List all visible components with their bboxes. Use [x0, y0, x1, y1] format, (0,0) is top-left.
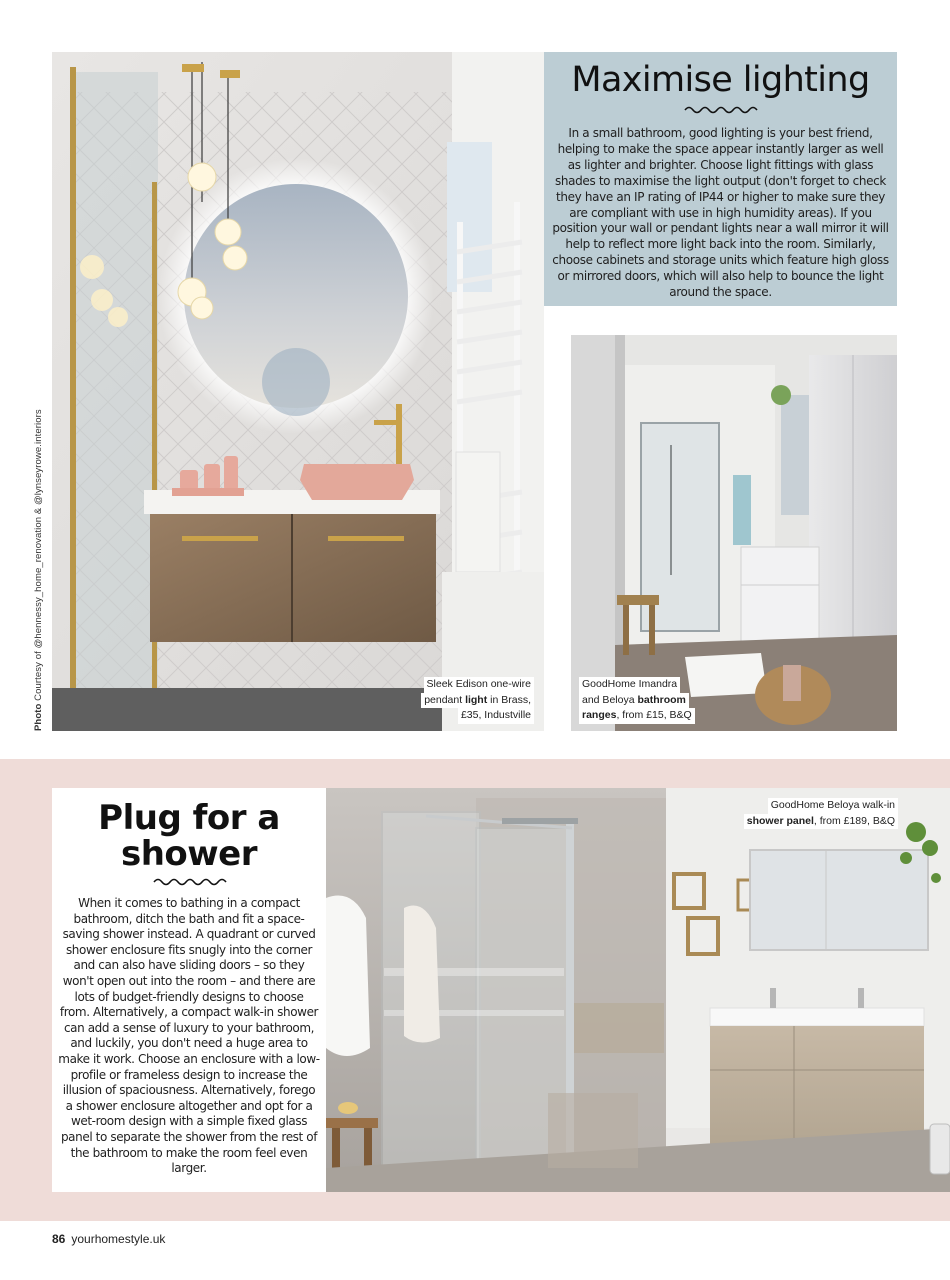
photo-shower-room-cabinets: [571, 335, 897, 731]
photo-walk-in-shower: [326, 788, 950, 1192]
page-number: 86: [52, 1232, 66, 1246]
photo3-caption: [740, 798, 898, 829]
wavy-divider-icon: [683, 104, 759, 116]
photo-credit: Photo Courtesy of @hennessy_home_renovation & @lynseyrowe.interiors: [33, 409, 44, 731]
caption-line: and Beloya bathroom: [579, 693, 689, 709]
plug-for-a-shower-heading: Plug for a shower: [98, 798, 280, 874]
photo1-caption: [400, 677, 534, 724]
maximise-lighting-heading: Maximise lighting: [571, 60, 870, 100]
caption-line: GoodHome Imandra: [579, 677, 680, 693]
photo-round-mirror-bathroom: [52, 52, 544, 731]
photo2-caption: [579, 677, 709, 724]
caption-line: £35, Industville: [458, 708, 534, 724]
caption-line: shower panel, from £189, B&Q: [744, 814, 898, 830]
site-url: yourhomestyle.uk: [71, 1232, 166, 1246]
caption-line: Sleek Edison one-wire: [424, 677, 534, 693]
page-footer: [52, 1232, 165, 1246]
plug-for-a-shower-body: When it comes to bathing in a compact bathroom, ditch the bath and fit a space-saving shower instead. A quadrant or curved shower enclosure fits snugly into the corner and can also have sliding doors – so they won't open out into the room – and there are lots of budget-friendly designs to choose from. Alternatively, a compact walk-in shower can add a sense of luxury to your bathroom, and luckily, you don't need a huge area to make it work. Choose an enclosure with a low-profile or frameless design to increase the illusion of spaciousness. Alternatively, forego a shower enclosure altogether and opt for a wet-room design with a simple fixed glass panel to separate the shower from the rest of the bathroom to make the room feel even larger.: [58, 896, 320, 1176]
wavy-divider-icon: [152, 876, 228, 888]
caption-line: GoodHome Beloya walk-in: [768, 798, 898, 814]
caption-line: pendant light in Brass,: [421, 693, 534, 709]
caption-line: ranges, from £15, B&Q: [579, 708, 695, 724]
maximise-lighting-body: In a small bathroom, good lighting is your best friend, helping to make the space appear instantly larger as well as lighter and brighter. Choose light fittings with glass shades to maximise the light output (don't forget to check they have an IP rating of IP44 or higher to make sure they are compliant with use in high humidity areas). If you position your wall or pendant lights near a wall mirror it will help to reflect more light back into the room. Similarly, choose cabinets and storage units which feature high gloss or mirrored doors, which will also help to bounce the light around the space.: [552, 126, 889, 300]
